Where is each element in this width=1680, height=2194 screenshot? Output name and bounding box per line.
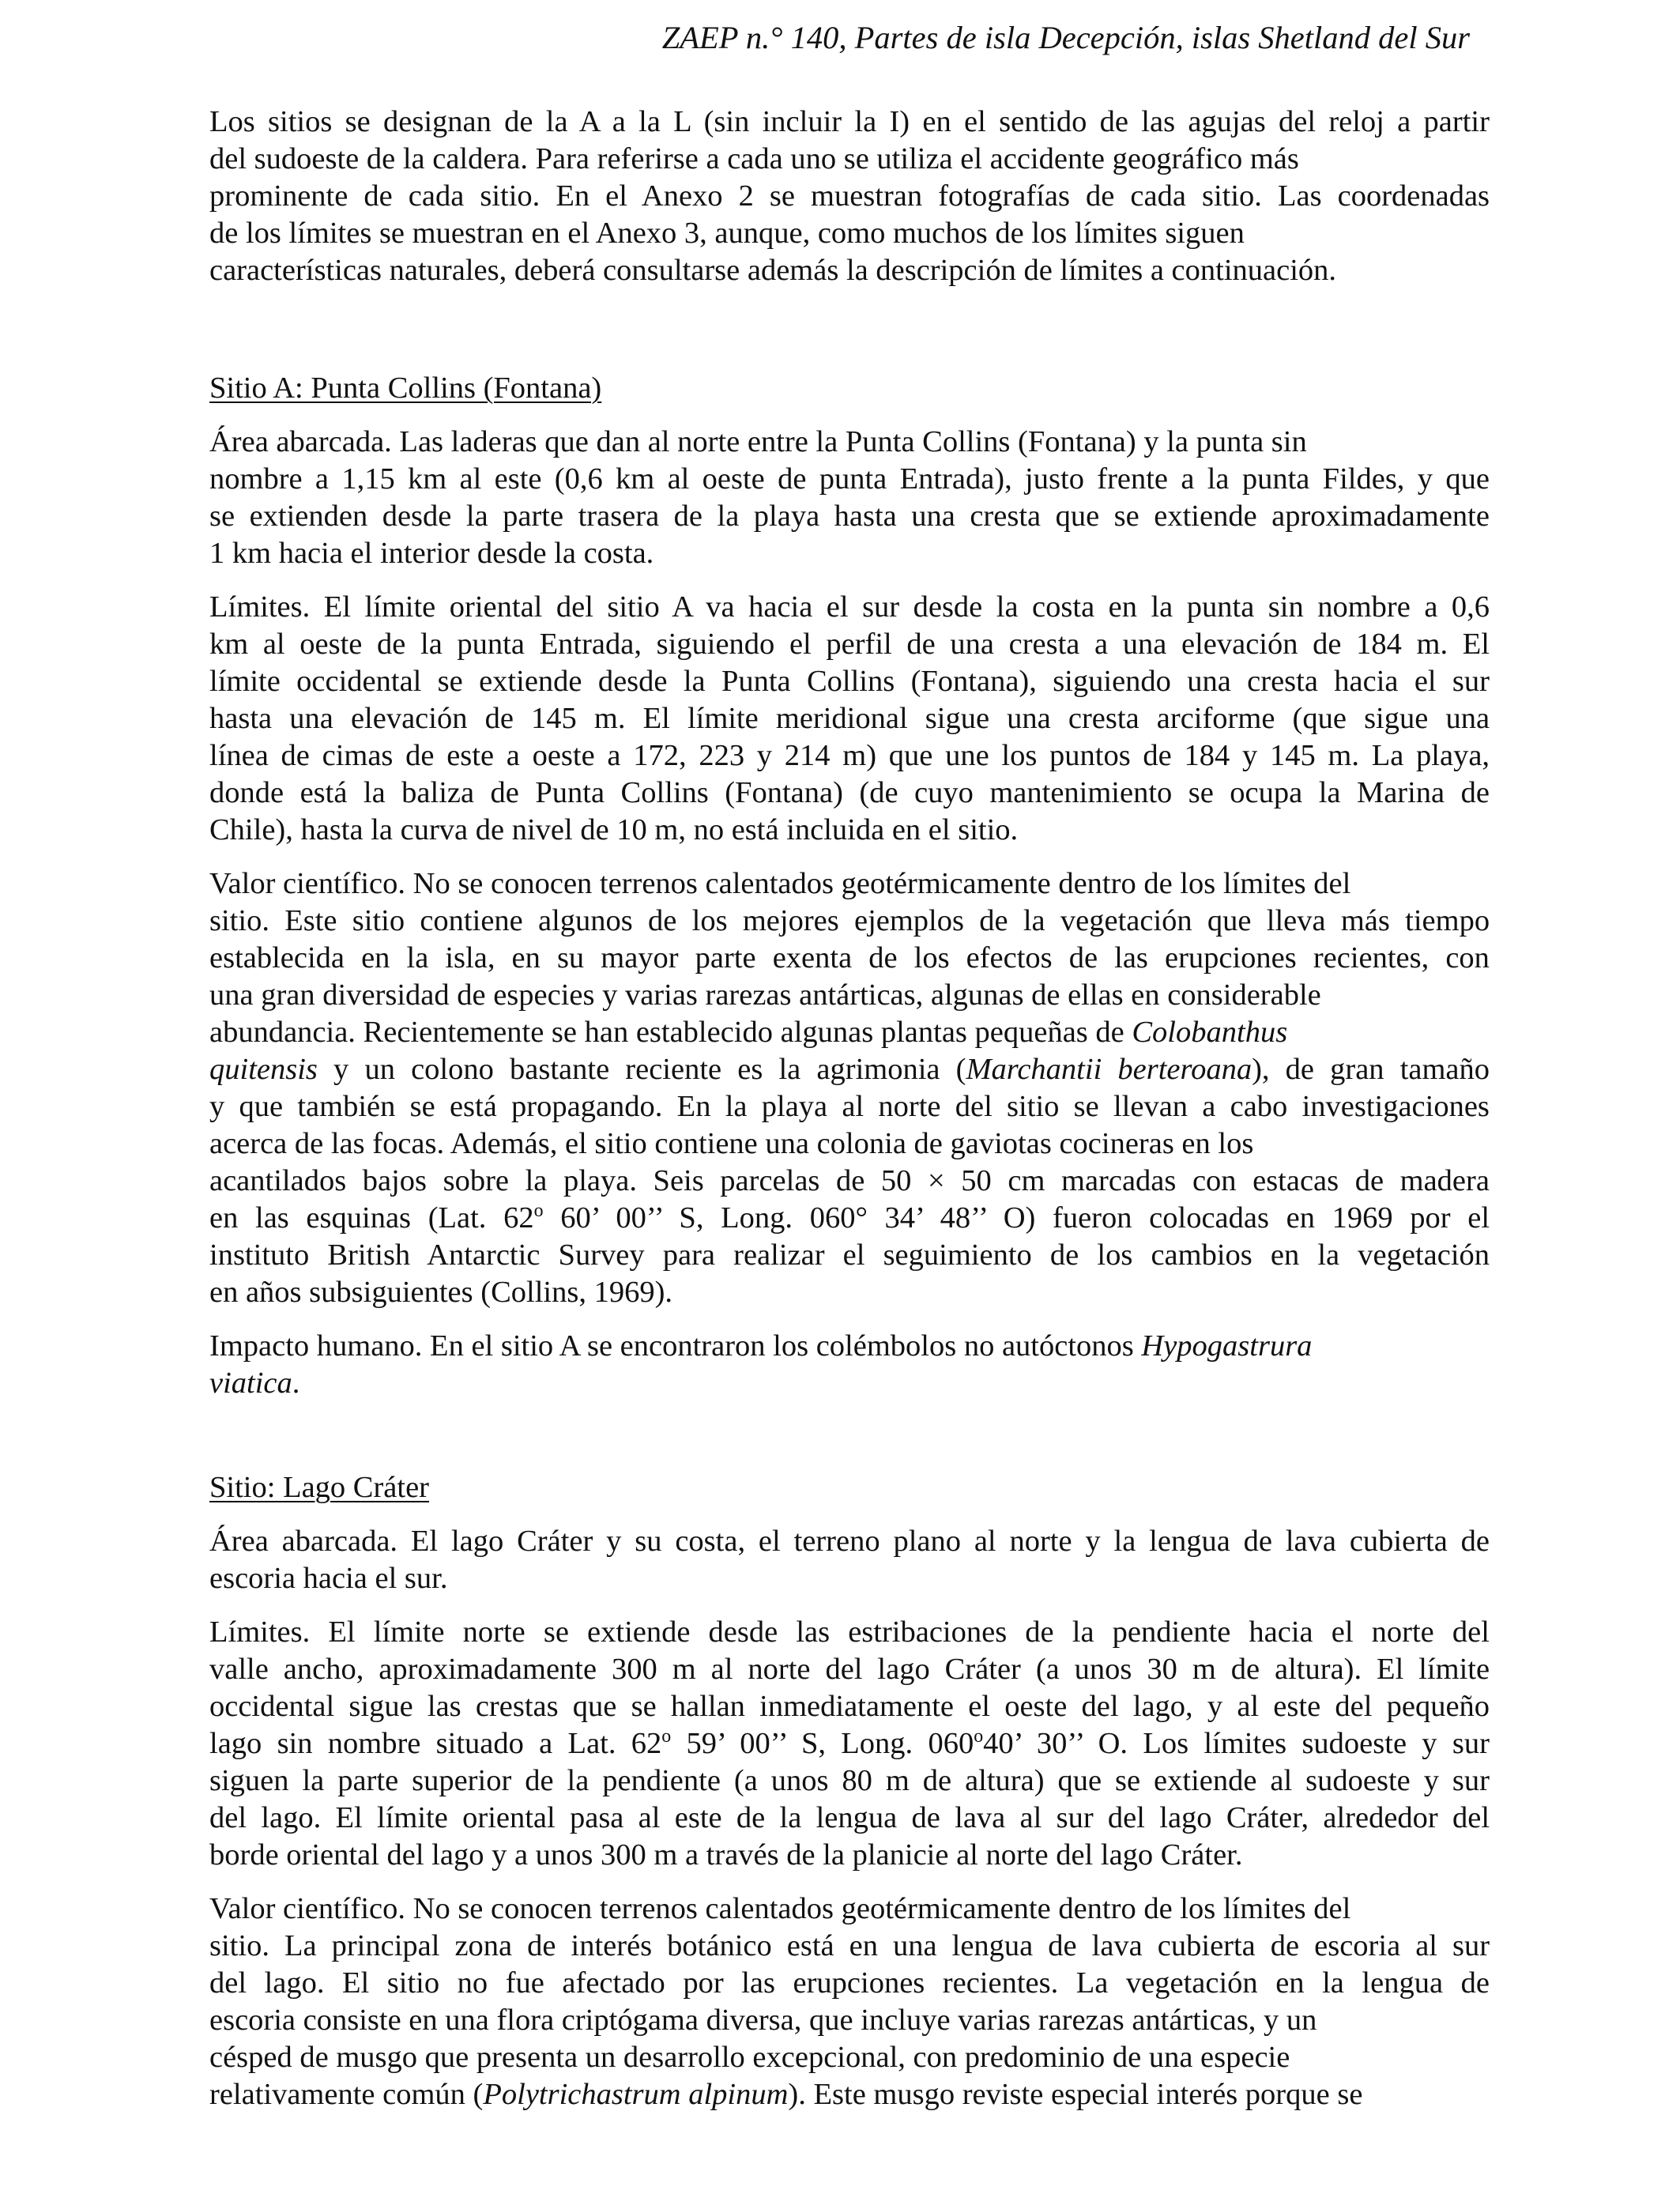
site-a-area-paragraph [209,424,1490,572]
running-header: ZAEP n.° 140, Partes de isla Decepción, islas Shetland del Sur [661,20,1470,55]
document-body [209,104,1490,2130]
species-name: viatica [209,1367,292,1400]
text-line: Límites. El límite oriental del sitio A va hacia el sur desde la costa en la punta sin nombre a 0,6 [209,590,1490,624]
text-line: 1 km hacia el interior desde la costa. [209,537,654,570]
text-line: escoria hacia el sur. [209,1562,448,1595]
text-line: km al oeste de la punta Entrada, siguiendo el perfil de una cresta a una elevación de 184 m. El [209,628,1490,661]
species-name: Hypogastrura [1141,1329,1313,1363]
lago-limits-paragraph [209,1614,1490,1874]
text-line: lago sin nombre situado a Lat. 62$^o$ 59’ 00’’ S, Long. 060$^o$40’ 30’’ O. Los límites sudoeste y sur [209,1726,1490,1760]
lago-scientific-value-paragraph [209,1891,1490,2113]
text-line: y que también se está propagando. En la playa al norte del sitio se llevan a cabo investigaciones [209,1090,1490,1123]
text-line: relativamente común (Polytrichastrum alpinum). Este musgo reviste especial interés porque se [209,2078,1363,2111]
text-line: acerca de las focas. Además, el sitio contiene una colonia de gaviotas cocineras en los [209,1127,1254,1160]
text-line: se extienden desde la parte trasera de la playa hasta una cresta que se extiende aproximadamente [209,499,1490,533]
text-line: acantilados bajos sobre la playa. Seis parcelas de 50 × 50 cm marcadas con estacas de madera [209,1164,1490,1197]
intro-paragraph [209,104,1490,289]
text-line: Chile), hasta la curva de nivel de 10 m, no está incluida en el sitio. [209,813,1019,846]
text-line: césped de musgo que presenta un desarrollo excepcional, con predominio de una especie [209,2041,1290,2074]
section-heading-lago-crater: Sitio: Lago Cráter [209,1471,429,1504]
text-line: Valor científico. No se conocen terrenos calentados geotérmicamente dentro de los límites del [209,867,1351,900]
text-line: quitensis y un colono bastante reciente es la agrimonia (Marchantii berteroana), de gran tamaño [209,1053,1490,1086]
text-line: siguen la parte superior de la pendiente (a unos 80 m de altura) que se extiende al sudoeste y sur [209,1764,1490,1797]
site-a-limits-paragraph [209,589,1490,849]
text-line: valle ancho, aproximadamente 300 m al norte del lago Cráter (a unos 30 m de altura). El límite [209,1653,1490,1686]
text-line: viatica. [209,1367,300,1400]
text-line: donde está la baliza de Punta Collins (Fontana) (de cuyo mantenimiento se ocupa la Marina de [209,776,1490,809]
site-a-scientific-value-paragraph [209,865,1490,1311]
text-line: de los límites se muestran en el Anexo 3, aunque, como muchos de los límites siguen [209,217,1245,250]
text-line: Área abarcada. Las laderas que dan al norte entre la Punta Collins (Fontana) y la punta sin [209,425,1307,458]
text-line: línea de cimas de este a oeste a 172, 223 y 214 m) que une los puntos de 184 y 145 m. La playa, [209,739,1490,772]
text-line: sitio. La principal zona de interés botánico está en una lengua de lava cubierta de escoria al sur [209,1929,1490,1962]
text-line: sitio. Este sitio contiene algunos de los mejores ejemplos de la vegetación que lleva más tiempo [209,904,1490,937]
text-line: del lago. El límite oriental pasa al este de la lengua de lava al sur del lago Cráter, alrededor del [209,1801,1490,1834]
text-line: del sudoeste de la caldera. Para referirse a cada uno se utiliza el accidente geográfico más [209,142,1299,175]
text-line: Los sitios se designan de la A a la L (sin incluir la I) en el sentido de las agujas del reloj a partir [209,105,1490,138]
text-line: Impacto humano. En el sitio A se encontraron los colémbolos no autóctonos Hypogastrura [209,1329,1313,1363]
text-line: borde oriental del lago y a unos 300 m a través de la planicie al norte del lago Cráter. [209,1838,1243,1872]
text-line: Área abarcada. El lago Cráter y su costa, el terreno plano al norte y la lengua de lava cubierta de [209,1525,1490,1558]
text-line: en las esquinas (Lat. 62$^o$ 60’ 00’’ S, Long. 060° 34’ 48’’ O) fueron colocadas en 1969 por el [209,1201,1490,1235]
text-line: hasta una elevación de 145 m. El límite meridional sigue una cresta arciforme (que sigue una [209,702,1490,735]
species-name: Polytrichastrum alpinum [483,2078,789,2111]
species-name: quitensis [209,1053,318,1086]
text-line: nombre a 1,15 km al este (0,6 km al oeste de punta Entrada), justo frente a la punta Fildes, y que [209,462,1490,496]
text-line: una gran diversidad de especies y varias rarezas antárticas, algunas de ellas en considerable [209,978,1321,1012]
text-line: en años subsiguientes (Collins, 1969). [209,1276,673,1309]
text-line: establecida en la isla, en su mayor parte exenta de los efectos de las erupciones recientes, con [209,941,1490,974]
species-name: Marchantii berteroana [966,1053,1252,1086]
section-heading-site-a: Sitio A: Punta Collins (Fontana) [209,371,602,405]
lago-area-paragraph [209,1523,1490,1597]
text-line: límite occidental se extiende desde la Punta Collins (Fontana), siguiendo una cresta hacia el sur [209,665,1490,698]
text-line: escoria consiste en una flora criptógama diversa, que incluye varias rarezas antárticas, y un [209,2004,1317,2037]
species-name: Colobanthus [1132,1016,1288,1049]
text-line: abundancia. Recientemente se han establecido algunas plantas pequeñas de Colobanthus [209,1016,1288,1049]
text-line: Límites. El límite norte se extiende desde las estribaciones de la pendiente hacia el norte del [209,1615,1490,1649]
text-line: características naturales, deberá consultarse además la descripción de límites a continuación. [209,254,1337,287]
text-line: Valor científico. No se conocen terrenos calentados geotérmicamente dentro de los límites del [209,1892,1351,1925]
text-line: del lago. El sitio no fue afectado por las erupciones recientes. La vegetación en la lengua de [209,1966,1490,2000]
text-line: instituto British Antarctic Survey para realizar el seguimiento de los cambios en la vegetación [209,1238,1490,1272]
text-line: prominente de cada sitio. En el Anexo 2 se muestran fotografías de cada sitio. Las coordenadas [209,179,1490,213]
text-line: occidental sigue las crestas que se hallan inmediatamente el oeste del lago, y al este del pequeño [209,1690,1490,1723]
site-a-human-impact-paragraph [209,1328,1490,1402]
